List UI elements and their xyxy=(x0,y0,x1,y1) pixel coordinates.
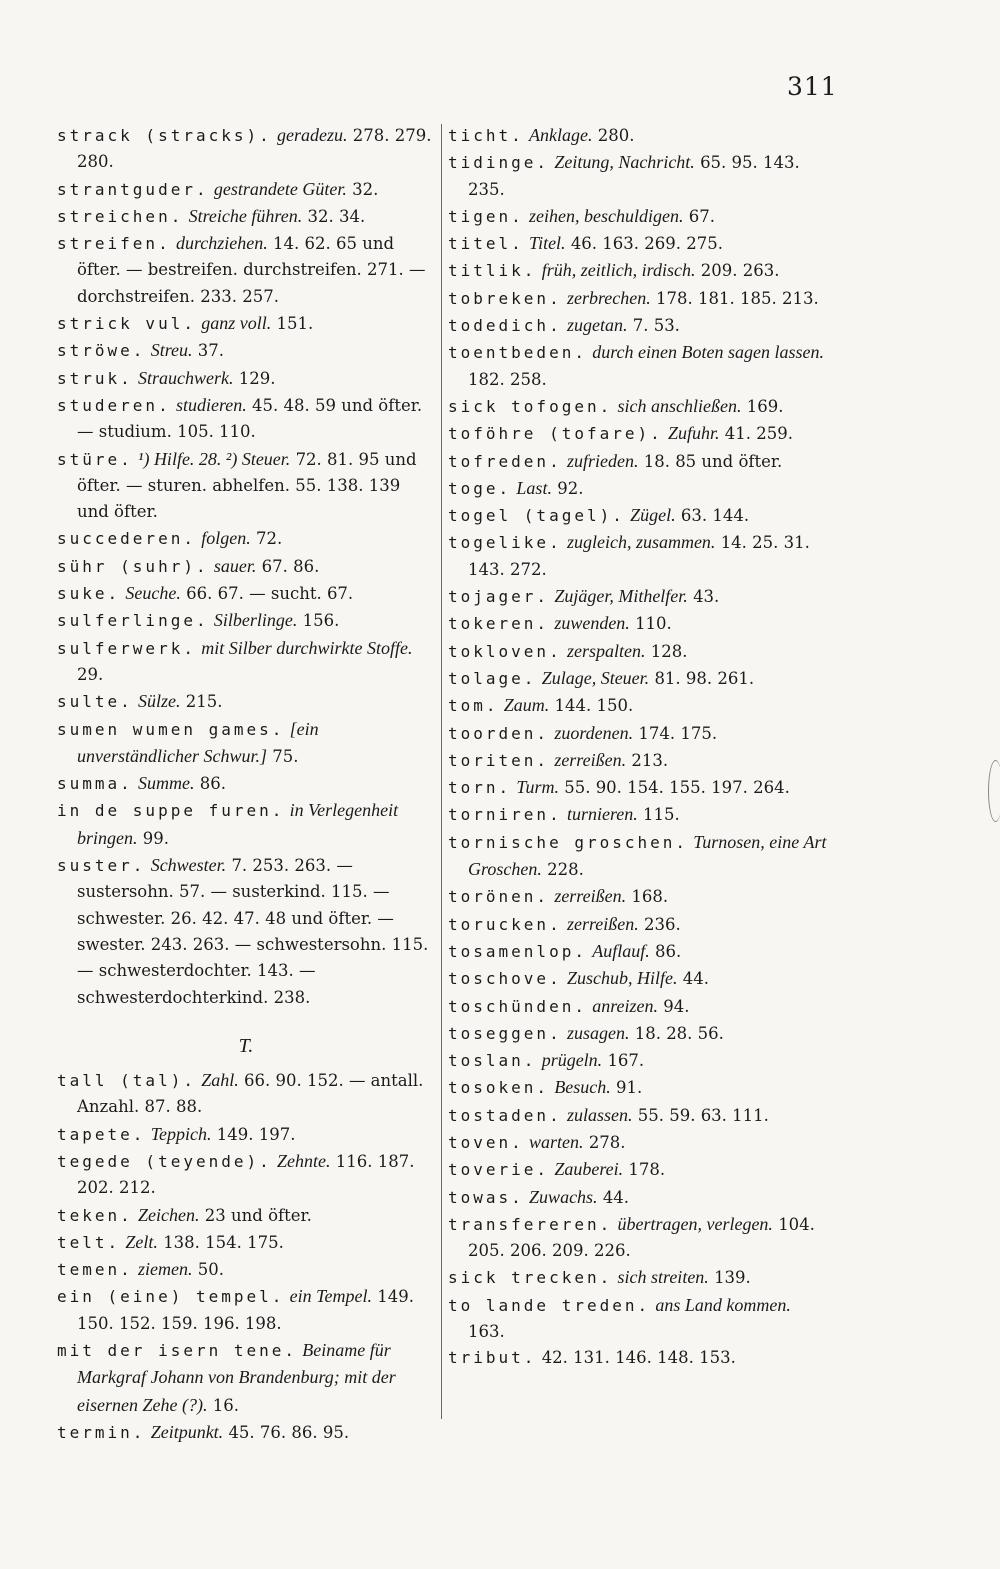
entry-definition: Zufuhr. xyxy=(668,423,720,444)
index-entry xyxy=(448,1020,828,1047)
entry-references: 43. xyxy=(693,587,720,607)
entry-headword: tall (tal). xyxy=(57,1071,196,1091)
entry-definition: Zeitung, Nachricht. xyxy=(554,152,695,173)
entry-references: 18. 28. 56. xyxy=(634,1023,724,1043)
entry-headword: sulferlinge. xyxy=(57,611,209,631)
index-entry xyxy=(57,1148,435,1202)
index-entry xyxy=(448,475,828,502)
entry-definition: Zeichen. xyxy=(138,1204,200,1225)
entry-references: 16. xyxy=(212,1395,239,1415)
entry-references: 213. xyxy=(631,750,669,770)
entry-definition: durchziehen. xyxy=(175,233,268,254)
entry-headword: toge. xyxy=(448,478,512,498)
entry-headword: tokeren. xyxy=(448,614,550,634)
entry-headword: struk. xyxy=(57,368,133,388)
entry-headword: toslan. xyxy=(448,1051,537,1071)
entry-references: 99. xyxy=(142,828,169,848)
entry-headword: toorden. xyxy=(448,723,550,743)
index-entry xyxy=(57,716,435,771)
entry-definition: turnieren. xyxy=(566,804,638,825)
entry-definition: Beiname für Markgraf Johann von Brandenburg; mit der eisernen Zehe (?). xyxy=(77,1340,396,1415)
entry-references: 86. xyxy=(654,941,682,961)
entry-references: 63. 144. xyxy=(680,506,750,526)
entry-headword: summa. xyxy=(57,774,133,794)
index-entry xyxy=(57,122,435,176)
entry-headword: torucken. xyxy=(448,914,562,934)
entry-definition: Besuch. xyxy=(554,1077,611,1098)
entry-references: 209. 263. xyxy=(700,261,780,281)
entry-references: 278. xyxy=(588,1132,626,1152)
entry-references: 115. xyxy=(643,805,680,825)
entry-definition: studieren. xyxy=(175,394,247,415)
entry-definition: gestrandete Güter. xyxy=(213,178,347,199)
entry-headword: titel. xyxy=(448,234,524,254)
entry-headword: tigen. xyxy=(448,206,524,226)
index-entry xyxy=(448,1345,828,1371)
entry-references: 67. xyxy=(688,206,716,226)
entry-definition: sauer. xyxy=(213,555,257,576)
entry-definition: zerreißen. xyxy=(554,886,627,907)
entry-headword: tojager. xyxy=(448,587,550,607)
entry-references: 236. xyxy=(644,914,681,934)
entry-definition: ans Land kommen. xyxy=(655,1294,791,1315)
entry-headword: sulferwerk. xyxy=(57,638,196,658)
entry-references: 116. 187. 202. 212. xyxy=(77,1151,415,1198)
entry-definition: Anklage. xyxy=(529,125,593,145)
entry-headword: strack (stracks). xyxy=(57,126,272,145)
entry-headword: tosoken. xyxy=(448,1078,550,1098)
entry-headword: torn. xyxy=(448,778,512,798)
entry-definition: Sülze. xyxy=(138,691,181,712)
entry-definition: Turnosen, eine Art Groschen. xyxy=(468,831,827,880)
entry-references: 215. xyxy=(185,692,223,712)
entry-headword: tofreden. xyxy=(448,451,562,471)
entry-references: 14. 25. 31. 143. 272. xyxy=(468,533,810,579)
entry-definition: zeihen, beschuldigen. xyxy=(529,205,684,226)
entry-headword: toseggen. xyxy=(448,1023,562,1043)
entry-definition: zugetan. xyxy=(566,315,628,336)
entry-headword: tolage. xyxy=(448,668,537,688)
entry-headword: togelike. xyxy=(448,533,562,553)
entry-headword: toentbeden. xyxy=(448,343,587,363)
entry-references: 42. 131. 146. 148. 153. xyxy=(541,1348,736,1368)
index-entry xyxy=(448,203,828,230)
index-entry xyxy=(448,420,828,447)
entry-headword: tobreken. xyxy=(448,288,562,308)
entry-headword: strantguder. xyxy=(57,179,209,199)
entry-references: 128. xyxy=(650,641,688,661)
index-entry xyxy=(448,393,828,420)
entry-references: 45. 48. 59 und öfter. — studium. 105. 110. xyxy=(77,395,423,442)
entry-headword: sühr (suhr). xyxy=(57,556,209,576)
entry-headword: towas. xyxy=(448,1187,524,1207)
entry-definition: ganz voll. xyxy=(201,313,272,334)
entry-references: 168. xyxy=(631,887,669,907)
entry-headword: titlik. xyxy=(448,261,537,281)
entry-headword: toföhre (tofare). xyxy=(448,424,663,444)
entry-headword: tosamenlop. xyxy=(448,941,587,961)
entry-definition: zulassen. xyxy=(566,1104,633,1125)
entry-definition: geradezu. xyxy=(277,125,348,145)
entry-headword: tidinge. xyxy=(448,153,550,173)
entry-references: 37. xyxy=(197,341,225,361)
entry-headword: succederen. xyxy=(57,529,196,549)
index-entry xyxy=(448,829,828,884)
entry-headword: tostaden. xyxy=(448,1105,562,1125)
entry-definition: früh, zeitlich, irdisch. xyxy=(541,260,696,281)
index-entry xyxy=(448,747,828,774)
entry-references: 7. 253. 263. — sustersohn. 57. — susterkind. 115. — schwester. 26. 42. 47. 48 und öfter. — swester. 243. 263. — schwestersohn. 115. — schwesterdochter. 143. — schwesterdochterkind. 238. xyxy=(77,856,429,1007)
index-entry xyxy=(57,852,435,1011)
entry-references: 65. 95. 143. 235. xyxy=(468,153,800,199)
entry-definition: Auflauf. xyxy=(592,940,650,961)
index-entry xyxy=(448,149,828,203)
entry-definition: Zügel. xyxy=(630,505,676,526)
index-entry xyxy=(57,688,435,715)
index-entry xyxy=(448,993,828,1020)
index-entry xyxy=(57,1202,435,1229)
entry-definition: Zujäger, Mithelfer. xyxy=(554,586,688,607)
index-entry xyxy=(448,448,828,475)
entry-headword: in de suppe furen. xyxy=(57,801,285,821)
entry-headword: tapete. xyxy=(57,1124,146,1144)
entry-definition: Teppich. xyxy=(150,1123,212,1144)
entry-headword: tornische groschen. xyxy=(448,832,689,852)
entry-definition: zerreißen. xyxy=(554,749,627,770)
entry-headword: temen. xyxy=(57,1260,133,1280)
index-entry xyxy=(448,502,828,529)
left-column xyxy=(57,122,435,1446)
entry-headword: ein (eine) tempel. xyxy=(57,1287,285,1307)
entry-definition: warten. xyxy=(529,1131,584,1152)
index-entry xyxy=(57,1256,435,1283)
entry-references: 94. xyxy=(663,996,690,1016)
entry-references: 156. xyxy=(302,611,340,631)
entry-headword: todedich. xyxy=(448,316,562,336)
entry-headword: toriten. xyxy=(448,750,550,770)
entry-references: 66. 90. 152. — antall. Anzahl. 87. 88. xyxy=(77,1071,424,1117)
index-entry xyxy=(448,1184,828,1211)
index-entry xyxy=(448,720,828,747)
index-entry xyxy=(448,692,828,719)
index-entry xyxy=(57,607,435,634)
entry-headword: suster. xyxy=(57,856,146,876)
entry-definition: Schwester. xyxy=(150,855,227,876)
entry-headword: toschove. xyxy=(448,969,562,989)
entry-headword: transfereren. xyxy=(448,1214,613,1234)
entry-references: 149. 150. 152. 159. 196. 198. xyxy=(77,1287,414,1333)
entry-references: 228. xyxy=(547,860,584,880)
entry-definition: Streiche führen. xyxy=(188,205,303,226)
index-entry xyxy=(57,1337,435,1419)
entry-definition: Summe. xyxy=(138,773,195,794)
entry-headword: sick tofogen. xyxy=(448,396,613,416)
entry-headword: sulte. xyxy=(57,692,133,712)
entry-references: 29. xyxy=(77,664,104,684)
entry-definition: durch einen Boten sagen lassen. xyxy=(592,342,825,363)
entry-headword: streifen. xyxy=(57,234,171,254)
index-entry xyxy=(57,365,435,392)
index-entry xyxy=(448,911,828,938)
entry-references: 7. 53. xyxy=(632,316,680,336)
entry-headword: tokloven. xyxy=(448,641,562,661)
index-entry xyxy=(448,774,828,801)
entry-definition: mit Silber durchwirkte Stoffe. xyxy=(201,637,413,658)
entry-definition: zusagen. xyxy=(566,1022,630,1043)
index-entry xyxy=(57,580,435,607)
entry-references: 41. 259. xyxy=(724,424,794,444)
entry-definition: übertragen, verlegen. xyxy=(617,1213,773,1234)
entry-definition: Zeitpunkt. xyxy=(150,1421,224,1442)
entry-definition: ein Tempel. xyxy=(289,1286,372,1307)
entry-references: 72. xyxy=(255,529,283,549)
index-entry xyxy=(57,797,435,852)
index-entry xyxy=(57,525,435,552)
index-entry xyxy=(448,285,828,312)
entry-headword: toven. xyxy=(448,1132,524,1152)
entry-headword: togel (tagel). xyxy=(448,506,625,526)
entry-references: 110. xyxy=(635,614,672,634)
index-entry xyxy=(448,1156,828,1183)
index-entry xyxy=(448,1102,828,1129)
entry-references: 163. xyxy=(468,1322,505,1342)
index-entry xyxy=(57,392,435,446)
entry-definition: sich streiten. xyxy=(617,1267,709,1288)
entry-definition: [ein unverständlicher Schwur.] xyxy=(77,718,319,766)
entry-references: 72. 81. 95 und öfter. — sturen. abhelfen. 55. 138. 139 und öfter. xyxy=(77,449,417,522)
entry-definition: prügeln. xyxy=(541,1050,603,1071)
index-entry xyxy=(57,446,435,526)
entry-references: 178. xyxy=(628,1160,666,1180)
entry-references: 167. xyxy=(607,1051,645,1071)
entry-definition: Zauberei. xyxy=(554,1159,624,1180)
entry-references: 81. 98. 261. xyxy=(654,668,755,688)
entry-headword: toverie. xyxy=(448,1160,550,1180)
entry-headword: sumen wumen games. xyxy=(57,719,285,739)
entry-definition: zerbrechen. xyxy=(566,287,651,308)
entry-headword: tegede (teyende). xyxy=(57,1151,272,1171)
page-number: 311 xyxy=(787,72,838,101)
entry-headword: termin. xyxy=(57,1422,146,1442)
entry-definition: zugleich, zusammen. xyxy=(566,532,716,553)
entry-references: 55. 59. 63. 111. xyxy=(637,1105,769,1125)
entry-references: 178. 181. 185. 213. xyxy=(656,288,819,308)
index-entry xyxy=(448,122,828,149)
index-entry xyxy=(448,1047,828,1074)
right-column xyxy=(448,122,828,1372)
entry-references: 75. xyxy=(272,746,299,766)
entry-definition: Streu. xyxy=(150,340,193,361)
entry-definition: Zahl. xyxy=(201,1070,239,1091)
entry-definition: zerspalten. xyxy=(566,640,646,661)
entry-definition: Zulage, Steuer. xyxy=(541,667,650,688)
index-entry xyxy=(448,1074,828,1101)
index-entry xyxy=(448,339,828,393)
index-entry xyxy=(57,1121,435,1148)
entry-headword: tribut. xyxy=(448,1348,537,1368)
entry-definition: ¹) Hilfe. 28. ²) Steuer. xyxy=(138,448,291,469)
entry-references: 129. xyxy=(238,368,276,388)
index-entry xyxy=(448,583,828,610)
index-entry xyxy=(57,635,435,689)
entry-definition: zuwenden. xyxy=(554,613,630,634)
entry-references: 174. 175. xyxy=(638,723,718,743)
index-entry xyxy=(448,638,828,665)
entry-references: 138. 154. 175. xyxy=(163,1232,284,1252)
entry-headword: telt. xyxy=(57,1232,121,1252)
index-entry xyxy=(57,1229,435,1256)
entry-references: 18. 85 und öfter. xyxy=(643,451,783,471)
entry-headword: studeren. xyxy=(57,395,171,415)
entry-headword: sick trecken. xyxy=(448,1268,613,1288)
entry-definition: Titel. xyxy=(529,233,566,254)
index-entry xyxy=(448,610,828,637)
entry-references: 46. 163. 269. 275. xyxy=(570,234,724,254)
index-entry xyxy=(448,1292,828,1346)
entry-references: 139. xyxy=(714,1268,751,1288)
entry-definition: anreizen. xyxy=(592,995,659,1016)
entry-headword: ströwe. xyxy=(57,341,146,361)
entry-references: 44. xyxy=(602,1187,630,1207)
index-entry xyxy=(57,1283,435,1337)
index-entry xyxy=(448,1129,828,1156)
entry-references: 32. 34. xyxy=(307,206,366,226)
entry-headword: stüre. xyxy=(57,449,133,469)
entry-definition: Zaum. xyxy=(503,695,550,716)
entry-definition: ziemen. xyxy=(138,1259,193,1280)
entry-references: 67. 86. xyxy=(261,556,320,576)
entry-headword: toschünden. xyxy=(448,996,587,1016)
entry-definition: Zuwachs. xyxy=(529,1186,598,1207)
entry-references: 169. xyxy=(746,396,784,416)
entry-references: 55. 90. 154. 155. 197. 264. xyxy=(564,778,790,798)
entry-references: 92. xyxy=(557,478,584,498)
entry-references: 44. xyxy=(682,969,709,989)
index-entry xyxy=(448,965,828,992)
entry-definition: zerreißen. xyxy=(566,913,639,934)
entry-references: 32. xyxy=(352,179,379,199)
index-entry xyxy=(448,257,828,284)
entry-definition: Seuche. xyxy=(125,583,181,604)
entry-references: 182. 258. xyxy=(468,369,547,389)
entry-headword: teken. xyxy=(57,1205,133,1225)
entry-definition: sich anschließen. xyxy=(617,395,742,416)
entry-references: 66. 67. — sucht. 67. xyxy=(186,584,354,604)
entry-definition: Turm. xyxy=(516,777,559,798)
index-entry xyxy=(448,529,828,583)
entry-headword: to lande treden. xyxy=(448,1295,651,1315)
index-entry xyxy=(448,801,828,828)
entry-references: 151. xyxy=(276,314,314,334)
index-entry xyxy=(448,938,828,965)
index-entry xyxy=(57,1419,435,1446)
entry-definition: folgen. xyxy=(201,528,251,549)
index-entry xyxy=(57,230,435,310)
entry-references: 45. 76. 86. 95. xyxy=(228,1422,350,1442)
entry-references: 91. xyxy=(616,1078,643,1098)
entry-headword: tom. xyxy=(448,696,499,716)
entry-headword: streichen. xyxy=(57,206,184,226)
entry-definition: Last. xyxy=(516,477,552,498)
margin-mark xyxy=(988,760,1000,822)
index-entry xyxy=(448,883,828,910)
index-entry xyxy=(448,1211,828,1265)
entry-references: 50. xyxy=(197,1260,225,1280)
index-entry xyxy=(448,230,828,257)
index-entry xyxy=(57,310,435,337)
entry-headword: mit der isern tene. xyxy=(57,1341,298,1361)
entry-references: 14. 62. 65 und öfter. — bestreifen. durchstreifen. 271. — dorchstreifen. 233. 257. xyxy=(77,234,426,306)
entry-headword: torniren. xyxy=(448,805,562,825)
entry-definition: zuordenen. xyxy=(554,722,634,743)
index-entry xyxy=(448,312,828,339)
entry-references: 23 und öfter. xyxy=(204,1205,312,1225)
index-entry xyxy=(448,1264,828,1291)
index-entry xyxy=(57,770,435,797)
entry-headword: strick vul. xyxy=(57,314,196,334)
entry-headword: suke. xyxy=(57,584,121,604)
index-entry xyxy=(57,203,435,230)
entry-references: 280. xyxy=(597,126,635,145)
index-entry xyxy=(57,176,435,203)
entry-definition: zufrieden. xyxy=(566,450,639,471)
entry-references: 149. 197. xyxy=(216,1124,296,1144)
entry-definition: Zelt. xyxy=(125,1231,158,1252)
entry-definition: Zehnte. xyxy=(277,1150,331,1171)
entry-references: 144. 150. xyxy=(554,696,634,716)
entry-references: 86. xyxy=(199,774,227,794)
entry-headword: ticht. xyxy=(448,126,524,145)
entry-definition: Silberlinge. xyxy=(213,610,298,631)
column-divider xyxy=(441,124,442,1419)
index-entry xyxy=(448,665,828,692)
section-letter: T. xyxy=(238,1034,254,1057)
entry-definition: Strauchwerk. xyxy=(138,367,234,388)
index-entry xyxy=(57,337,435,364)
entry-references: 104. 205. 206. 209. 226. xyxy=(468,1214,815,1261)
entry-references: 278. 279. 280. xyxy=(77,126,432,172)
index-entry xyxy=(57,1067,435,1121)
index-entry xyxy=(57,553,435,580)
entry-definition: Zuschub, Hilfe. xyxy=(566,968,678,989)
entry-headword: torönen. xyxy=(448,887,550,907)
entry-definition: in Verlegenheit bringen. xyxy=(77,800,399,848)
